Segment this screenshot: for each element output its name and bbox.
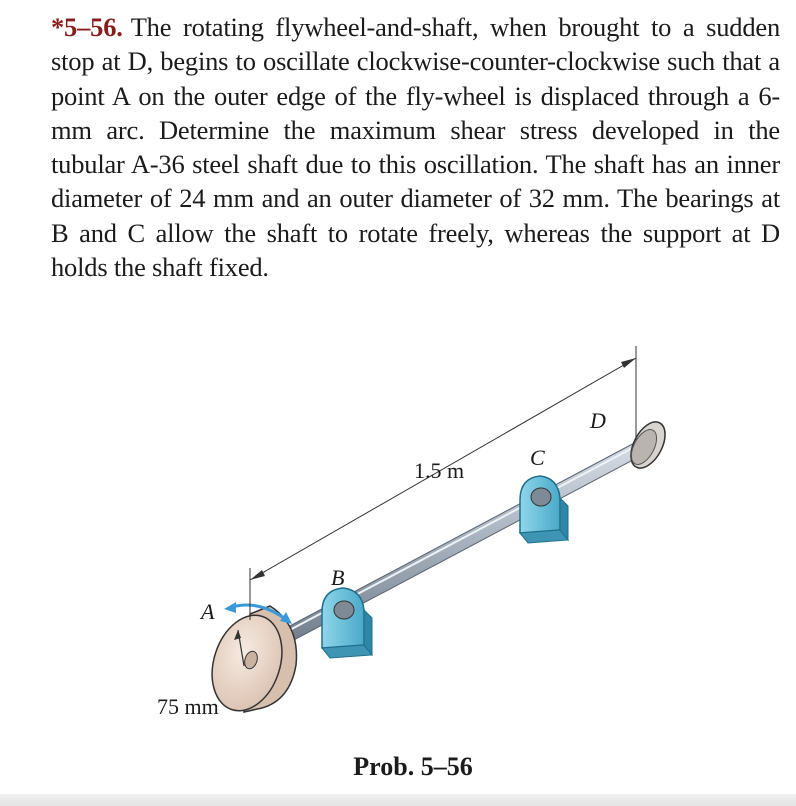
label-a: A [201,599,215,624]
problem-number: *5–56. [51,12,123,42]
label-c: C [530,445,545,470]
problem-statement [51,10,780,284]
label-d: D [590,408,606,433]
label-length: 1.5 m [414,458,465,483]
flywheel-shaft-figure [0,330,796,760]
label-radius: 75 mm [157,694,219,719]
label-b: B [331,565,345,590]
page-bottom-edge [0,794,796,806]
figure-caption: Prob. 5–56 [353,752,473,781]
problem-text: The rotating flywheel-and-shaft, when brought to a sudden stop at D, begins to oscillate clockwise-counter-clockwise such that a point A on the outer edge of the fly-wheel is displaced through a 6-mm arc. Determine the maximum shear stress developed in the tubular A-36 steel shaft due to this oscillation. The shaft has an inner diameter of 24 mm and an outer diameter of 32 mm. The bearings at B and C allow the shaft to rotate freely, whereas the support at D holds the shaft fixed. [51,12,780,283]
